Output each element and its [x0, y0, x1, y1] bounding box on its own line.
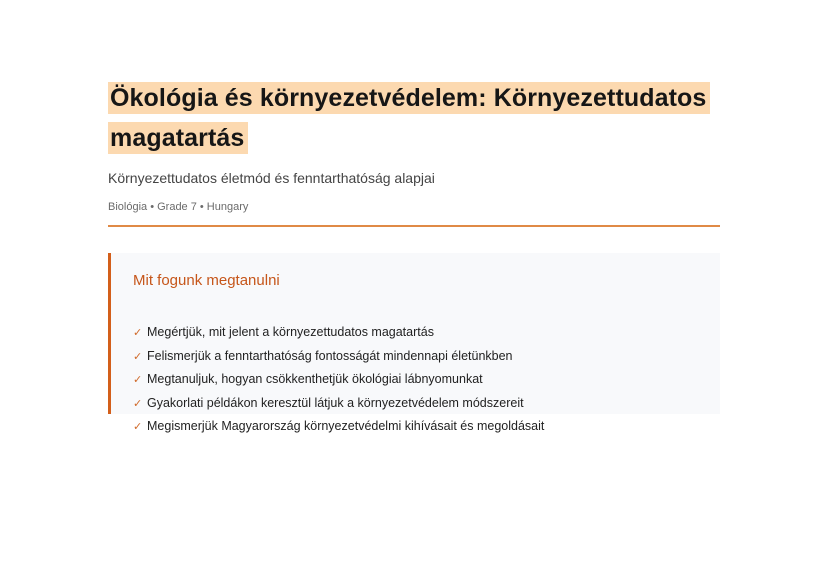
lesson-page	[108, 78, 720, 433]
page-title-text: Ökológia és környezetvédelem: Környezettudatos magatartás	[108, 82, 710, 154]
check-icon: ✓	[133, 373, 143, 386]
objective-item	[133, 415, 700, 439]
objectives-title: Mit fogunk megtanulni	[133, 272, 280, 289]
lesson-meta: Biológia • Grade 7 • Hungary	[108, 201, 249, 213]
page-title	[108, 78, 720, 158]
objectives-list	[133, 321, 700, 439]
page-subtitle: Környezettudatos életmód és fenntarthatóság alapjai	[108, 170, 435, 186]
objective-item	[133, 345, 700, 369]
objective-text: Megtanuljuk, hogyan csökkenthetjük ökológiai lábnyomunkat	[147, 372, 483, 386]
objective-text: Felismerjük a fenntarthatóság fontosságát mindennapi életünkben	[147, 348, 513, 363]
objective-text: Gyakorlati példákon keresztül látjuk a környezetvédelem módszereit	[147, 395, 524, 410]
check-icon: ✓	[133, 349, 143, 363]
objective-text: Megértjük, mit jelent a környezettudatos magatartás	[147, 325, 434, 339]
objective-item	[133, 321, 700, 345]
check-icon: ✓	[133, 420, 143, 433]
objective-text: Megismerjük Magyarország környezetvédelmi kihívásait és megoldásait	[147, 419, 545, 433]
objective-item	[133, 368, 700, 392]
objective-item	[133, 392, 700, 416]
header-divider	[108, 225, 720, 227]
check-icon: ✓	[133, 326, 143, 339]
check-icon: ✓	[133, 396, 143, 410]
learning-objectives-panel	[108, 253, 720, 433]
